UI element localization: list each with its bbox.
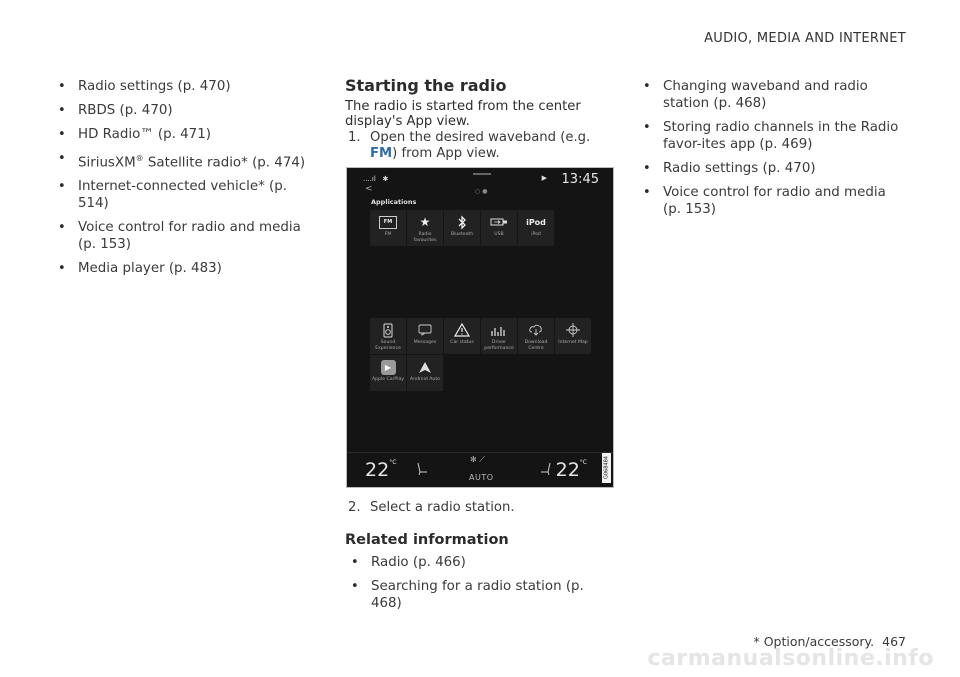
applications-label: Applications <box>371 198 417 206</box>
fan-icon[interactable]: ✻ ⟋ <box>470 455 485 464</box>
step-text: Select a radio station. <box>370 500 515 515</box>
ipod-icon: iPod <box>526 217 546 227</box>
seat-heat-right-icon[interactable] <box>539 461 553 480</box>
star-icon: ★ <box>419 215 431 229</box>
list-item[interactable]: • Searching for a radio station (p. 468) <box>345 578 613 612</box>
carplay-icon: ▶ <box>381 360 396 375</box>
fm-radio-icon: FM <box>379 216 397 229</box>
step-text-pre: Open the desired waveband (e.g. <box>370 130 591 145</box>
list-item[interactable]: • Voice control for radio and media (p. 153) <box>637 184 899 218</box>
app-bluetooth[interactable]: Bluetooth <box>444 210 480 246</box>
fm-highlight: FM <box>370 146 393 161</box>
list-item[interactable] <box>52 150 322 171</box>
registered-mark: ® <box>135 154 144 163</box>
message-icon <box>418 322 432 338</box>
list-item[interactable]: • RBDS (p. 470) <box>52 102 322 119</box>
list-item[interactable]: • Radio (p. 466) <box>345 554 613 571</box>
sirius-rest: Satellite radio* (p. 474) <box>143 155 306 171</box>
section-title: Starting the radio <box>345 76 507 95</box>
app-sound-experience[interactable]: Sound Experience <box>370 318 406 354</box>
list-item[interactable]: • HD Radio™ (p. 471) <box>52 126 322 143</box>
clock: 13:45 <box>561 172 599 187</box>
list-item[interactable]: • Changing waveband and radio station (p. 468) <box>637 78 899 112</box>
download-icon <box>529 322 543 338</box>
app-internet-map[interactable]: Internet Map <box>555 318 591 354</box>
app-messages[interactable]: Messages <box>407 318 443 354</box>
related-info-title: Related information <box>345 532 509 548</box>
app-ipod[interactable]: iPod iPod <box>518 210 554 246</box>
related-links-list-right <box>637 78 899 225</box>
back-icon: < <box>365 184 373 194</box>
climate-bar <box>347 452 613 487</box>
app-row-2 <box>370 318 591 354</box>
app-fm[interactable]: FM FM <box>370 210 406 246</box>
center-display-illustration <box>346 167 614 488</box>
warning-icon <box>454 322 470 338</box>
app-usb[interactable]: USB <box>481 210 517 246</box>
step-2 <box>345 500 613 516</box>
page-header: AUDIO, MEDIA AND INTERNET <box>704 31 906 46</box>
app-row-1 <box>370 210 554 246</box>
seat-heat-left-icon[interactable] <box>415 461 429 480</box>
list-item[interactable]: • Media player (p. 483) <box>52 260 322 277</box>
image-code: G068484 <box>602 453 611 483</box>
app-car-status[interactable]: Car status <box>444 318 480 354</box>
step-number: 2. <box>348 500 361 515</box>
app-download-centre[interactable]: Download Centre <box>518 318 554 354</box>
signal-icon: ....ıl ✱ <box>363 175 389 183</box>
section-intro: The radio is started from the center display's App view. <box>345 99 581 129</box>
related-info-list <box>345 554 613 612</box>
list-item[interactable]: • Voice control for radio and media (p. 153) <box>52 219 322 253</box>
bluetooth-icon <box>457 214 467 230</box>
play-icon: ▶ <box>541 174 547 182</box>
step-2-section <box>345 500 613 619</box>
starting-radio-section <box>345 76 613 162</box>
list-item[interactable]: • Radio settings (p. 470) <box>637 160 899 177</box>
temperature-right[interactable]: $22^{^\circ C}$ <box>555 459 587 481</box>
list-item[interactable]: • Internet-connected vehicle* (p. 514) <box>52 178 322 212</box>
map-icon <box>566 322 580 338</box>
android-auto-icon <box>418 359 432 375</box>
list-item[interactable]: • Radio settings (p. 470) <box>52 78 322 95</box>
step-number: 1. <box>348 130 361 145</box>
sirius-label: SiriusXM <box>78 155 136 171</box>
usb-icon <box>490 214 508 230</box>
list-item[interactable]: • Storing radio channels in the Radio favor-ites app (p. 469) <box>637 119 899 153</box>
page-number: 467 <box>882 634 906 649</box>
footnote: * Option/accessory. <box>753 634 875 649</box>
app-apple-carplay[interactable]: ▶ Apple CarPlay <box>370 355 406 391</box>
app-radio-favourites[interactable]: ★ Radio favourites <box>407 210 443 246</box>
auto-climate-button[interactable]: AUTO <box>469 473 494 482</box>
temperature-left[interactable]: $22^{^\circ C}$ <box>365 459 397 481</box>
step-1 <box>345 130 613 162</box>
app-driver-performance[interactable]: Driver performance <box>481 318 517 354</box>
watermark: carmanualsonline.info <box>647 646 934 671</box>
pull-down-handle <box>473 173 491 175</box>
app-row-3 <box>370 355 443 391</box>
chart-icon <box>491 322 507 338</box>
app-android-auto[interactable]: Android Auto <box>407 355 443 391</box>
step-text-post: ) from App view. <box>392 146 500 161</box>
related-links-list <box>52 78 322 284</box>
speaker-icon <box>383 322 393 338</box>
page-dots-icon: ○● <box>475 188 490 195</box>
